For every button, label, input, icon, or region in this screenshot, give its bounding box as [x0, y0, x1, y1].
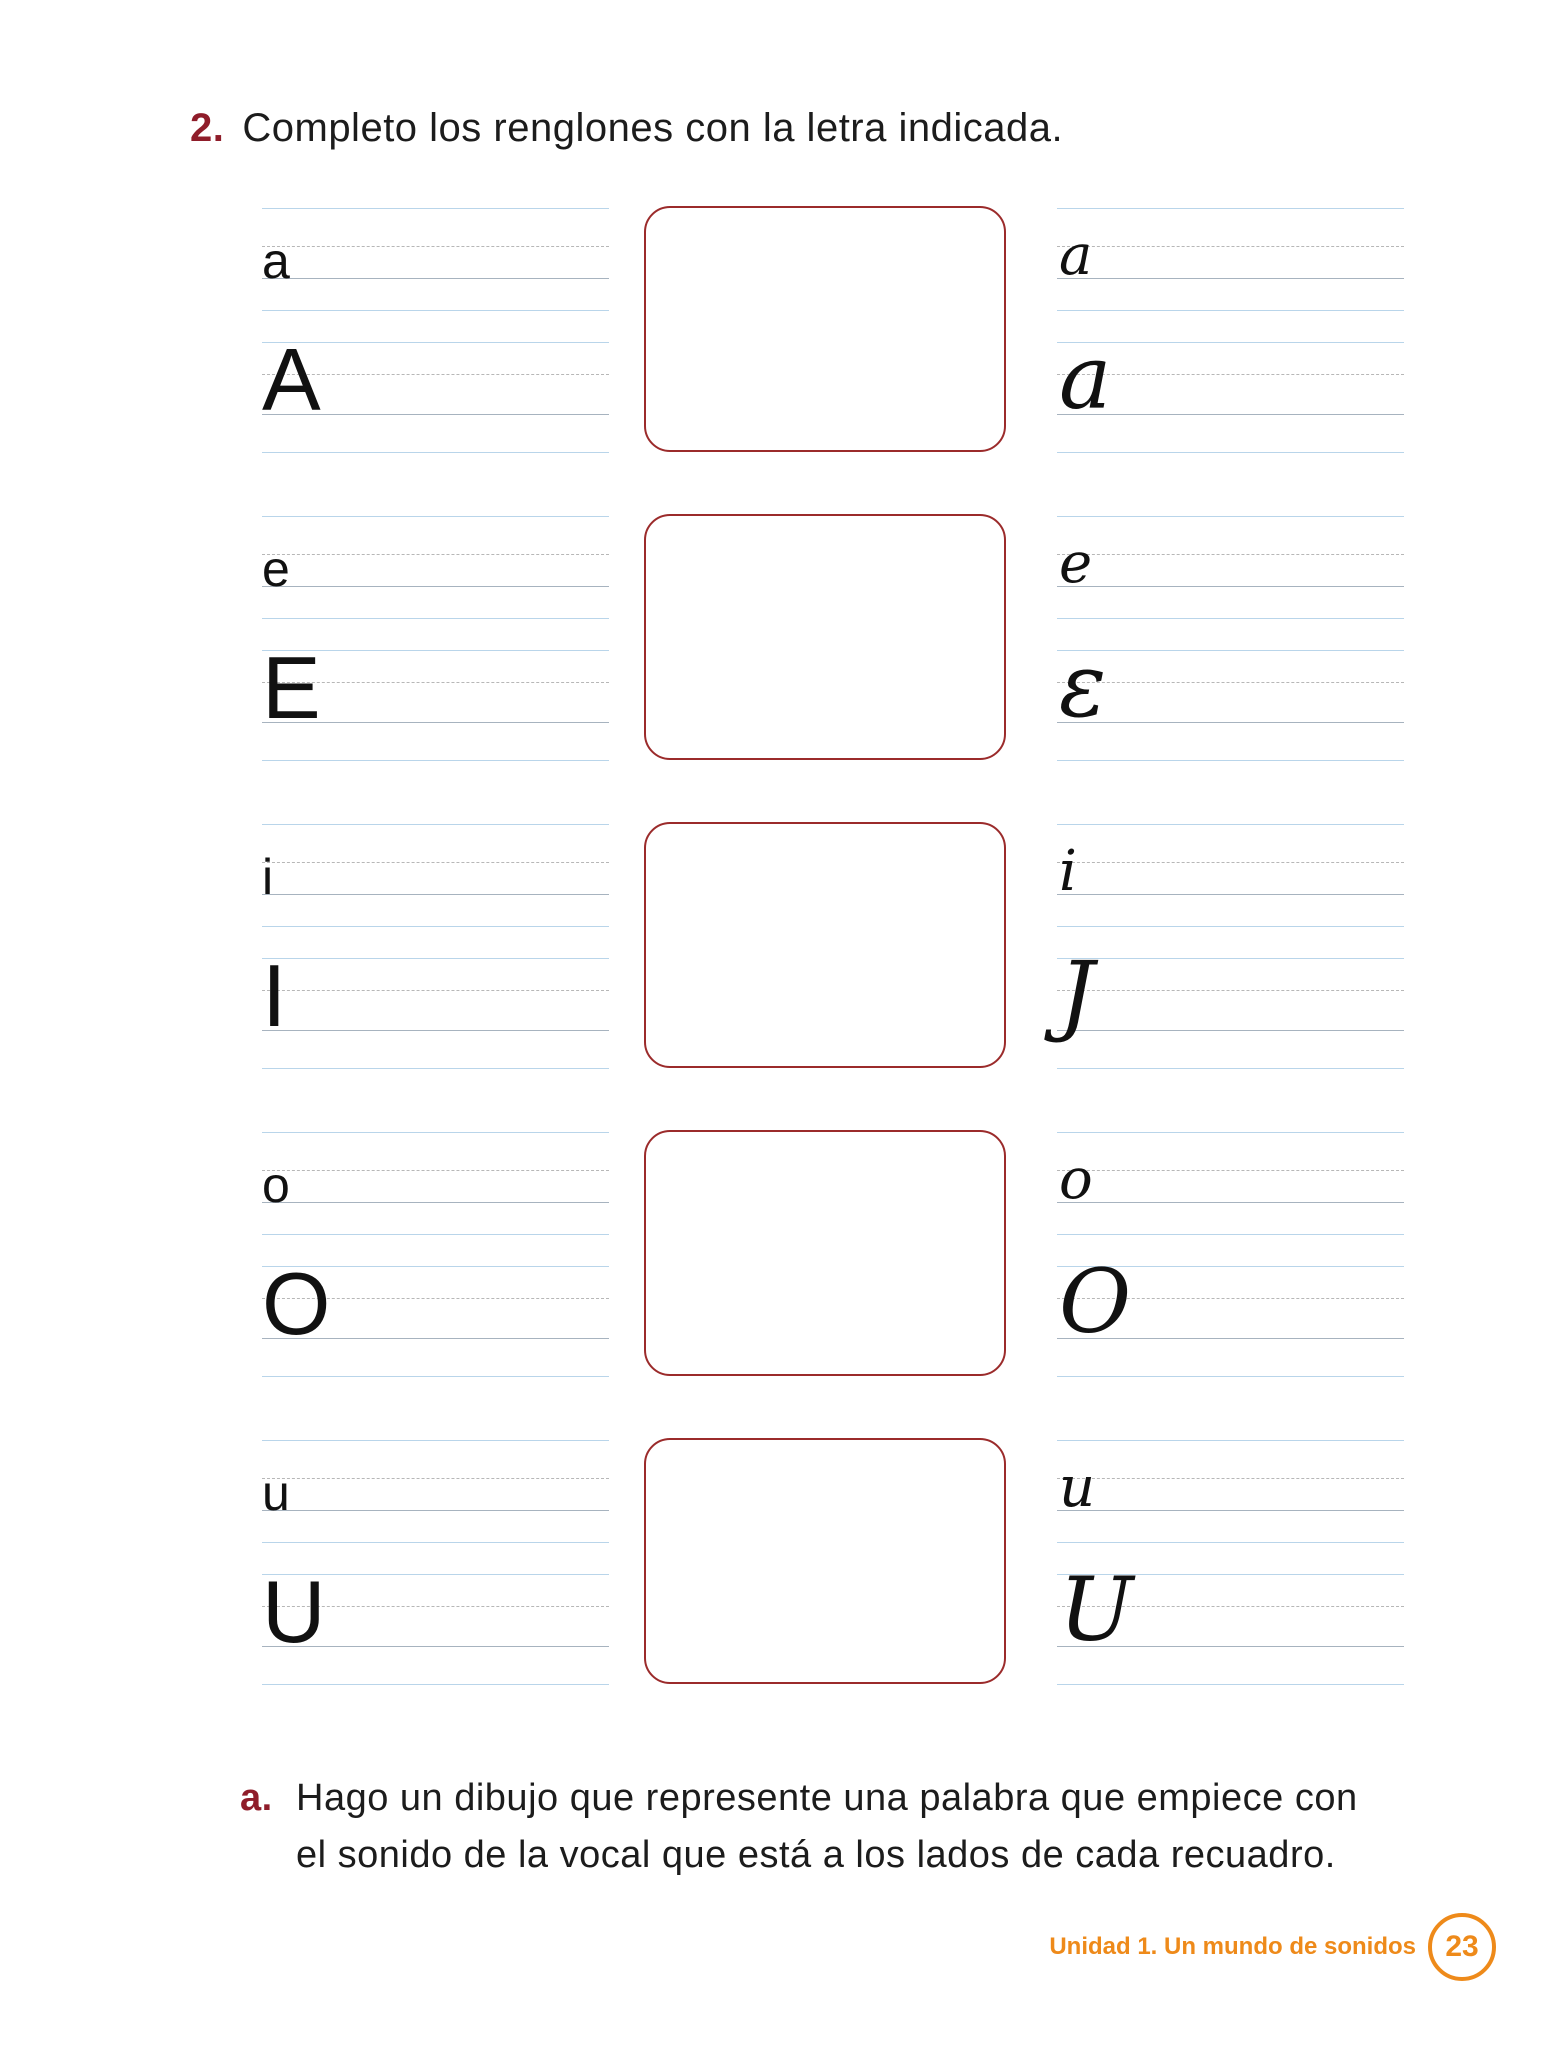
guide-line	[1057, 862, 1404, 863]
guide-line	[1057, 760, 1404, 761]
guide-line	[1057, 722, 1404, 723]
cursive-lowercase-letter: u	[1059, 1455, 1096, 1520]
guide-line	[1057, 1376, 1404, 1377]
guide-line	[262, 246, 609, 247]
guide-line	[1057, 894, 1404, 895]
drawing-box[interactable]	[644, 206, 1006, 452]
print-uppercase-letter: E	[262, 638, 321, 737]
cursive-writing-lines[interactable]	[1057, 208, 1404, 454]
guide-line	[1057, 990, 1404, 991]
guide-line	[262, 1542, 609, 1543]
print-lowercase-letter: o	[262, 1157, 290, 1213]
guide-line	[262, 554, 609, 555]
cursive-uppercase-letter: O	[1059, 1250, 1132, 1353]
guide-line	[262, 958, 609, 959]
guide-line	[1057, 618, 1404, 619]
cursive-lowercase-letter: o	[1059, 1147, 1093, 1212]
guide-line	[1057, 554, 1404, 555]
guide-line	[1057, 1478, 1404, 1479]
guide-line	[262, 926, 609, 927]
cursive-writing-lines[interactable]	[1057, 824, 1404, 1070]
print-lowercase-letter: a	[262, 233, 290, 289]
guide-line	[262, 208, 609, 209]
guide-line	[262, 894, 609, 895]
guide-line	[262, 1440, 609, 1441]
cursive-writing-lines[interactable]	[1057, 1440, 1404, 1686]
guide-line	[262, 1202, 609, 1203]
guide-line	[262, 586, 609, 587]
exercise-instruction-text: Completo los renglones con la letra indicada.	[242, 106, 1064, 150]
page-number-badge	[1428, 1913, 1496, 1981]
guide-line	[1057, 1440, 1404, 1441]
page-footer	[1049, 1912, 1496, 1982]
guide-line	[262, 1234, 609, 1235]
drawing-box[interactable]	[644, 822, 1006, 1068]
print-uppercase-letter: I	[262, 946, 287, 1045]
guide-line	[262, 516, 609, 517]
guide-line	[1057, 246, 1404, 247]
guide-line	[1057, 824, 1404, 825]
drawing-box[interactable]	[644, 1130, 1006, 1376]
guide-line	[262, 1132, 609, 1133]
cursive-writing-lines[interactable]	[1057, 1132, 1404, 1378]
print-writing-lines[interactable]	[262, 208, 609, 454]
guide-line	[1057, 682, 1404, 683]
guide-line	[262, 278, 609, 279]
guide-line	[262, 1068, 609, 1069]
guide-line	[1057, 926, 1404, 927]
print-writing-lines[interactable]	[262, 1132, 609, 1378]
cursive-lowercase-letter: i	[1059, 839, 1077, 904]
guide-line	[262, 760, 609, 761]
unit-title: Unidad 1. Un mundo de sonidos	[1049, 1933, 1416, 1960]
print-lowercase-letter: e	[262, 541, 290, 597]
guide-line	[262, 1510, 609, 1511]
guide-line	[262, 1376, 609, 1377]
page-number: 23	[1445, 1930, 1479, 1963]
guide-line	[1057, 1030, 1404, 1031]
sub-instruction-letter: a.	[240, 1777, 273, 1819]
guide-line	[262, 1170, 609, 1171]
guide-line	[262, 862, 609, 863]
cursive-lowercase-letter: a	[1059, 223, 1093, 288]
cursive-writing-lines[interactable]	[1057, 516, 1404, 762]
cursive-lowercase-letter: e	[1059, 531, 1093, 596]
guide-line	[262, 452, 609, 453]
guide-line	[1057, 958, 1404, 959]
guide-line	[262, 618, 609, 619]
cursive-uppercase-letter: ε	[1059, 634, 1107, 737]
drawing-box[interactable]	[644, 514, 1006, 760]
print-lowercase-letter: u	[262, 1465, 290, 1521]
guide-line	[1057, 1510, 1404, 1511]
cursive-uppercase-letter: U	[1059, 1558, 1134, 1661]
print-writing-lines[interactable]	[262, 516, 609, 762]
guide-line	[1057, 1684, 1404, 1685]
guide-line	[1057, 310, 1404, 311]
cursive-uppercase-letter: J	[1059, 942, 1095, 1045]
guide-line	[262, 310, 609, 311]
guide-line	[1057, 1202, 1404, 1203]
guide-line	[262, 1684, 609, 1685]
guide-line	[262, 824, 609, 825]
print-uppercase-letter: U	[262, 1562, 326, 1661]
guide-line	[1057, 278, 1404, 279]
exercise-number: 2.	[190, 106, 225, 150]
print-lowercase-letter: i	[262, 849, 274, 905]
print-uppercase-letter: A	[262, 330, 321, 429]
guide-line	[262, 1478, 609, 1479]
sub-instruction	[240, 1770, 1400, 1884]
guide-line	[262, 1030, 609, 1031]
drawing-box[interactable]	[644, 1438, 1006, 1684]
print-uppercase-letter: O	[262, 1254, 331, 1353]
guide-line	[262, 990, 609, 991]
guide-line	[1057, 1234, 1404, 1235]
guide-line	[1057, 650, 1404, 651]
guide-line	[1057, 1170, 1404, 1171]
sub-instruction-line-2: el sonido de la vocal que está a los lados de cada recuadro.	[296, 1834, 1336, 1876]
cursive-uppercase-letter: a	[1059, 326, 1112, 429]
guide-line	[1057, 516, 1404, 517]
guide-line	[1057, 208, 1404, 209]
print-writing-lines[interactable]	[262, 1440, 609, 1686]
guide-line	[1057, 1542, 1404, 1543]
sub-instruction-line-1: Hago un dibujo que represente una palabra que empiece con	[296, 1777, 1358, 1819]
print-writing-lines[interactable]	[262, 824, 609, 1070]
guide-line	[1057, 1132, 1404, 1133]
guide-line	[1057, 452, 1404, 453]
guide-line	[1057, 586, 1404, 587]
guide-line	[1057, 1068, 1404, 1069]
